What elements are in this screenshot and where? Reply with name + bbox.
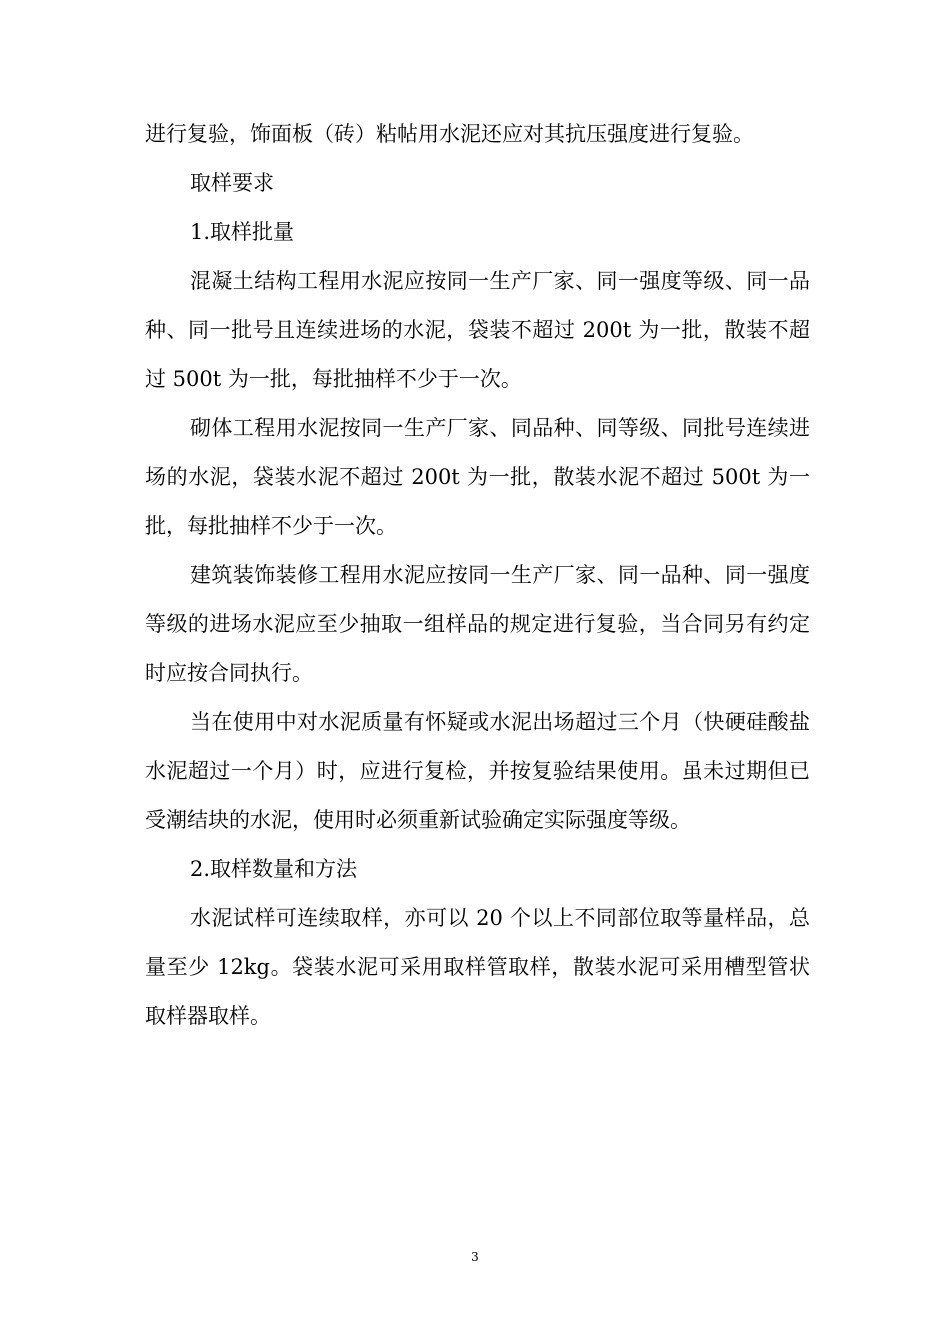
paragraph-continuation: 进行复验，饰面板（砖）粘帖用水泥还应对其抗压强度进行复验。 xyxy=(145,122,754,146)
subheading-quantity-method: 2.取样数量和方法 xyxy=(190,857,358,881)
document-body xyxy=(145,110,810,1041)
paragraph-concrete-cement: 混凝土结构工程用水泥应按同一生产厂家、同一强度等级、同一品种、同一批号且连续进场的水泥，袋装不超过 200t 为一批，散装不超过 500t 为一批，每批抽样不少于一次。 xyxy=(145,269,810,391)
paragraph-quality-doubt: 当在使用中对水泥质量有怀疑或水泥出场超过三个月（快硬硅酸盐水泥超过一个月）时，应进行复检，并按复验结果使用。虽未过期但已受潮结块的水泥，使用时必须重新试验确定实际强度等级。 xyxy=(145,710,810,832)
paragraph-decoration-cement: 建筑装饰装修工程用水泥应按同一生产厂家、同一品种、同一强度等级的进场水泥应至少抽取一组样品的规定进行复验，当合同另有约定时应按合同执行。 xyxy=(145,563,810,685)
subheading-batch-size: 1.取样批量 xyxy=(190,220,295,244)
paragraph-masonry-cement: 砌体工程用水泥按同一生产厂家、同品种、同等级、同批号连续进场的水泥，袋装水泥不超过 200t 为一批，散装水泥不超过 500t 为一批，每批抽样不少于一次。 xyxy=(145,416,810,538)
page-number: 3 xyxy=(471,1250,479,1264)
section-heading-sampling-requirements: 取样要求 xyxy=(190,171,274,195)
paragraph-sampling-method: 水泥试样可连续取样，亦可以 20 个以上不同部位取等量样品，总量至少 12kg。袋装水泥可采用取样管取样，散装水泥可采用槽型管状取样器取样。 xyxy=(145,906,810,1028)
